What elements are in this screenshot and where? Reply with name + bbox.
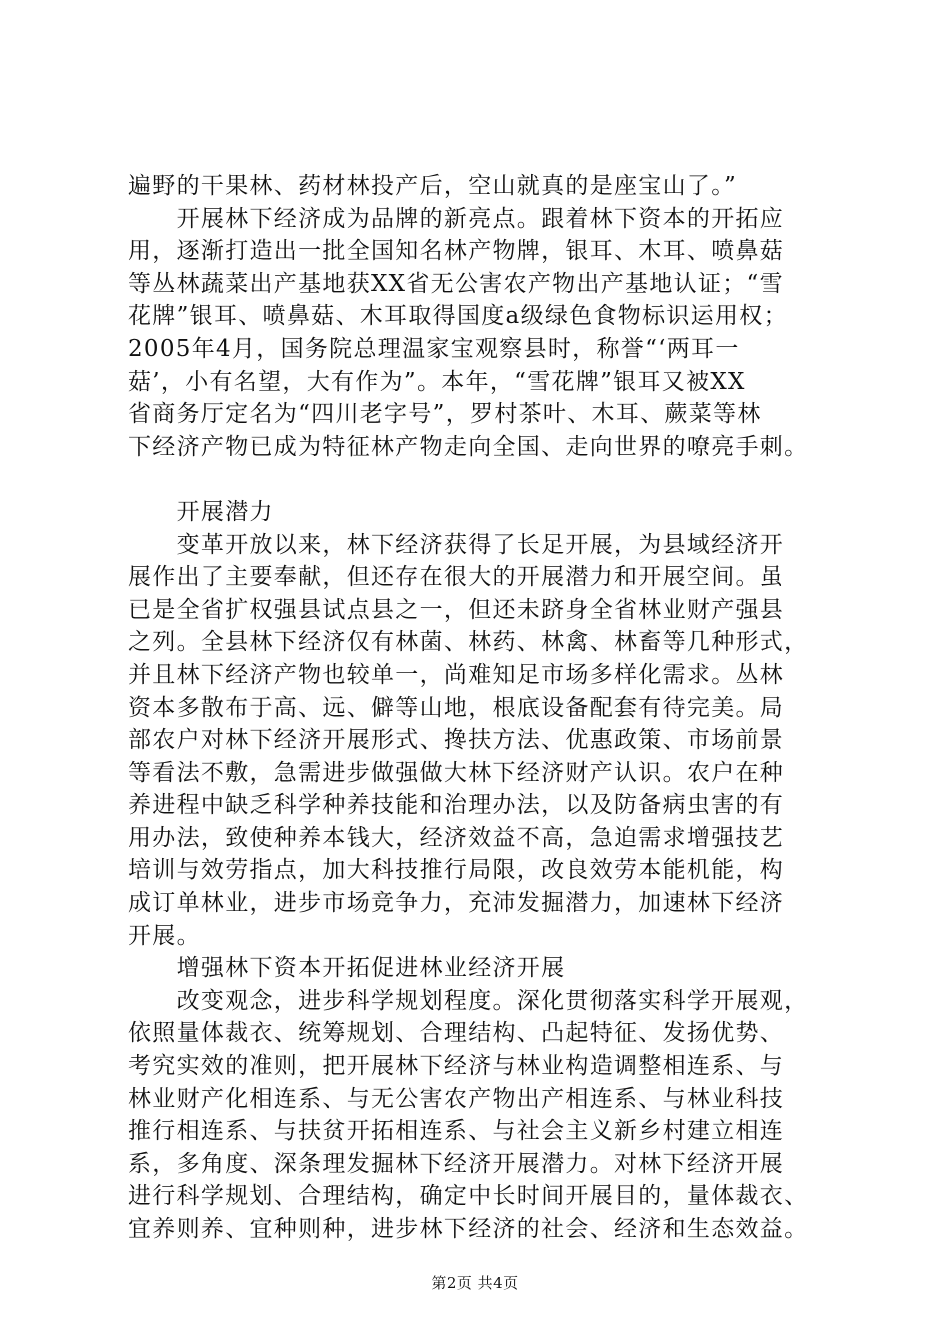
paragraph-line: 展作出了主要奉献，但还存在很大的开展潜力和开展空间。虽: [128, 564, 785, 591]
paragraph-line: 宜养则养、宜种则种，进步林下经济的社会、经济和生态效益。: [128, 1216, 809, 1242]
paragraph-line: 部农户对林下经济开展形式、搀扶方法、优惠政策、市场前景: [128, 727, 785, 754]
paragraph-line: 之列。全县林下经济仅有林菌、林药、林禽、林畜等几种形式，: [128, 629, 809, 656]
paragraph-line: 资本多散布于高、远、僻等山地，根底设备配套有待完美。局: [128, 694, 785, 721]
paragraph-line: 变革开放以来，林下经济获得了长足开展，为县域经济开: [128, 531, 785, 558]
paragraph-line: 开展林下经济成为品牌的新亮点。跟着林下资本的开拓应: [128, 205, 785, 232]
paragraph-line: 花牌”银耳、喷鼻菇、木耳取得国度a级绿色食物标识运用权；: [128, 303, 788, 330]
paragraph-line: 等看法不敷，急需进步做强做大林下经济财产认识。农户在种: [128, 759, 785, 786]
section-heading-strengthen-development: 增强林下资本开拓促进林业经济开展: [128, 955, 566, 982]
paragraph-line: 用办法，致使种养本钱大，经济效益不高，急迫需求增强技艺: [128, 824, 785, 851]
paragraph-line: 养进程中缺乏科学种养技能和治理办法，以及防备病虫害的有: [128, 792, 785, 819]
document-body: [128, 170, 828, 1246]
paragraph-line: 推行相连系、与扶贫开拓相连系、与社会主义新乡村建立相连: [128, 1118, 785, 1145]
section-heading-development-potential: 开展潜力: [128, 498, 274, 525]
page-number-footer: 第2页 共4页: [431, 1274, 519, 1292]
paragraph-line: 2005年4月，国务院总理温家宝观察县时，称誉“‘两耳一: [128, 335, 740, 362]
paragraph-line: 省商务厅定名为“四川老字号”，罗村茶叶、木耳、蕨菜等林: [128, 401, 762, 428]
paragraph-line: 遍野的干果林、药材林投产后，空山就真的是座宝山了。”: [128, 173, 738, 199]
paragraph-line: 考究实效的准则，把开展林下经济与林业构造调整相连系、与: [128, 1053, 785, 1080]
blank-line: [128, 463, 828, 496]
paragraph-line: 等丛林蔬菜出产基地获XX省无公害农产物出产基地认证；“雪: [128, 270, 784, 297]
paragraph-line: 下经济产物已成为特征林产物走向全国、走向世界的嘹亮手刺。: [128, 433, 809, 460]
paragraph-line: 依照量体裁衣、统筹规划、合理结构、凸起特征、发扬优势、: [128, 1020, 785, 1047]
paragraph-line: 开展。: [128, 922, 201, 949]
paragraph-line: 系，多角度、深条理发掘林下经济开展潜力。对林下经济开展: [128, 1150, 785, 1177]
paragraph-line: 培训与效劳指点，加大科技推行局限，改良效劳本能机能，构: [128, 857, 785, 884]
paragraph-line: 成订单林业，进步市场竞争力，充沛发掘潜力，加速林下经济: [128, 890, 785, 917]
paragraph-line: 已是全省扩权强县试点县之一，但还未跻身全省林业财产强县: [128, 596, 785, 623]
paragraph-line: 进行科学规划、合理结构，确定中长时间开展目的，量体裁衣、: [128, 1183, 809, 1210]
paragraph-line: 菇’，小有名望，大有作为”。本年，“雪花牌”银耳又被XX: [128, 368, 746, 395]
paragraph-line: 并且林下经济产物也较单一，尚难知足市场多样化需求。丛林: [128, 661, 785, 688]
paragraph-line: 用，逐渐打造出一批全国知名林产物牌，银耳、木耳、喷鼻菇: [128, 238, 785, 265]
paragraph-line: 林业财产化相连系、与无公害农产物出产相连系、与林业科技: [128, 1085, 785, 1112]
paragraph-line: 改变观念，进步科学规划程度。深化贯彻落实科学开展观，: [128, 987, 809, 1014]
